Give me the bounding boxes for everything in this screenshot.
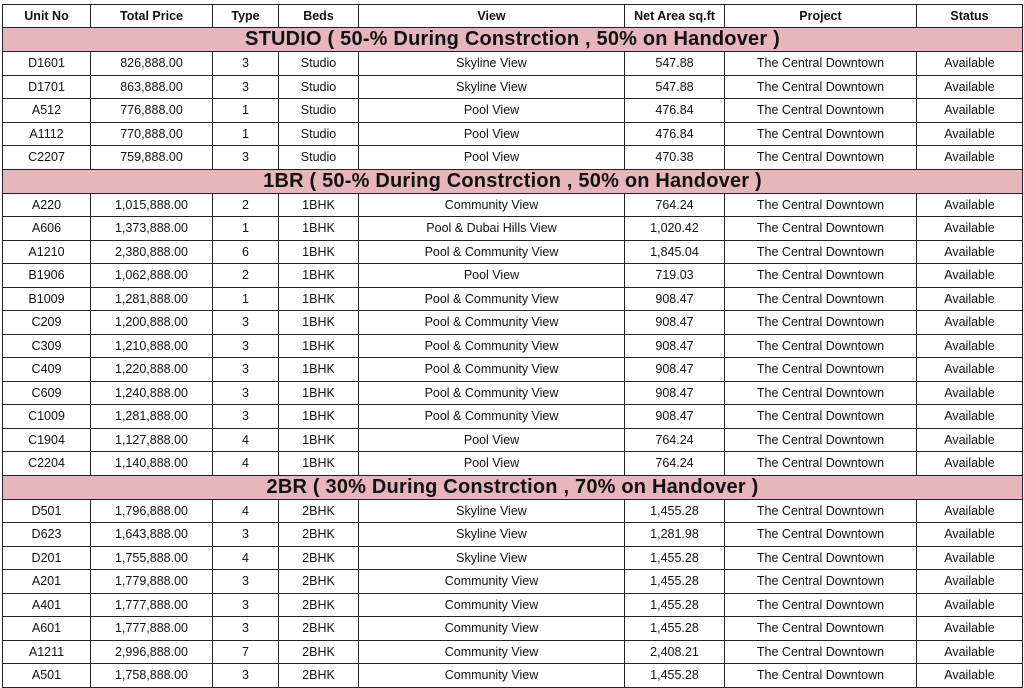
table-row	[3, 452, 1023, 476]
beds-cell: 1BHK	[279, 264, 359, 288]
type-cell: 3	[213, 405, 279, 429]
header-net-area: Net Area sq.ft	[625, 5, 725, 28]
beds-cell: Studio	[279, 122, 359, 146]
net-area-cell: 547.88	[625, 52, 725, 76]
project-cell: The Central Downtown	[725, 428, 917, 452]
section-title: STUDIO ( 50-% During Constrction , 50% on Handover )	[3, 28, 1023, 52]
beds-cell: 1BHK	[279, 358, 359, 382]
unit-no-cell: D1601	[3, 52, 91, 76]
beds-cell: 1BHK	[279, 193, 359, 217]
project-cell: The Central Downtown	[725, 617, 917, 641]
status-cell: Available	[917, 287, 1023, 311]
unit-no-cell: C209	[3, 311, 91, 335]
view-cell: Community View	[359, 570, 625, 594]
view-cell: Pool View	[359, 146, 625, 170]
unit-no-cell: A220	[3, 193, 91, 217]
net-area-cell: 2,408.21	[625, 640, 725, 664]
project-cell: The Central Downtown	[725, 405, 917, 429]
header-total-price: Total Price	[91, 5, 213, 28]
table-row	[3, 193, 1023, 217]
status-cell: Available	[917, 405, 1023, 429]
table-row	[3, 570, 1023, 594]
project-cell: The Central Downtown	[725, 287, 917, 311]
net-area-cell: 908.47	[625, 381, 725, 405]
type-cell: 3	[213, 52, 279, 76]
view-cell: Skyline View	[359, 52, 625, 76]
type-cell: 3	[213, 570, 279, 594]
project-cell: The Central Downtown	[725, 358, 917, 382]
view-cell: Skyline View	[359, 523, 625, 547]
net-area-cell: 908.47	[625, 405, 725, 429]
type-cell: 6	[213, 240, 279, 264]
table-row	[3, 381, 1023, 405]
beds-cell: Studio	[279, 146, 359, 170]
total-price-cell: 863,888.00	[91, 75, 213, 99]
status-cell: Available	[917, 523, 1023, 547]
total-price-cell: 1,140,888.00	[91, 452, 213, 476]
table-row	[3, 499, 1023, 523]
beds-cell: 1BHK	[279, 287, 359, 311]
view-cell: Pool View	[359, 264, 625, 288]
net-area-cell: 908.47	[625, 358, 725, 382]
unit-no-cell: A401	[3, 593, 91, 617]
view-cell: Pool & Community View	[359, 311, 625, 335]
net-area-cell: 1,455.28	[625, 499, 725, 523]
project-cell: The Central Downtown	[725, 664, 917, 688]
type-cell: 3	[213, 617, 279, 641]
project-cell: The Central Downtown	[725, 122, 917, 146]
view-cell: Pool & Community View	[359, 240, 625, 264]
project-cell: The Central Downtown	[725, 523, 917, 547]
unit-no-cell: D623	[3, 523, 91, 547]
project-cell: The Central Downtown	[725, 640, 917, 664]
total-price-cell: 1,220,888.00	[91, 358, 213, 382]
project-cell: The Central Downtown	[725, 499, 917, 523]
table-body	[3, 28, 1023, 688]
unit-no-cell: C609	[3, 381, 91, 405]
view-cell: Pool & Community View	[359, 287, 625, 311]
status-cell: Available	[917, 452, 1023, 476]
net-area-cell: 1,455.28	[625, 570, 725, 594]
unit-no-cell: A606	[3, 217, 91, 241]
beds-cell: 2BHK	[279, 523, 359, 547]
project-cell: The Central Downtown	[725, 75, 917, 99]
table-row	[3, 287, 1023, 311]
type-cell: 1	[213, 122, 279, 146]
beds-cell: 2BHK	[279, 499, 359, 523]
total-price-cell: 759,888.00	[91, 146, 213, 170]
unit-no-cell: C2207	[3, 146, 91, 170]
table-row	[3, 428, 1023, 452]
total-price-cell: 1,796,888.00	[91, 499, 213, 523]
unit-no-cell: D201	[3, 546, 91, 570]
view-cell: Community View	[359, 593, 625, 617]
section-band	[3, 169, 1023, 193]
total-price-cell: 2,996,888.00	[91, 640, 213, 664]
total-price-cell: 1,062,888.00	[91, 264, 213, 288]
net-area-cell: 719.03	[625, 264, 725, 288]
total-price-cell: 776,888.00	[91, 99, 213, 123]
view-cell: Community View	[359, 193, 625, 217]
table-row	[3, 99, 1023, 123]
status-cell: Available	[917, 358, 1023, 382]
unit-no-cell: A512	[3, 99, 91, 123]
unit-no-cell: A201	[3, 570, 91, 594]
status-cell: Available	[917, 381, 1023, 405]
table-row	[3, 640, 1023, 664]
unit-no-cell: A1112	[3, 122, 91, 146]
type-cell: 3	[213, 523, 279, 547]
beds-cell: Studio	[279, 75, 359, 99]
net-area-cell: 476.84	[625, 99, 725, 123]
status-cell: Available	[917, 617, 1023, 641]
total-price-cell: 1,373,888.00	[91, 217, 213, 241]
project-cell: The Central Downtown	[725, 334, 917, 358]
project-cell: The Central Downtown	[725, 146, 917, 170]
view-cell: Pool & Community View	[359, 358, 625, 382]
beds-cell: 2BHK	[279, 640, 359, 664]
view-cell: Skyline View	[359, 75, 625, 99]
type-cell: 3	[213, 664, 279, 688]
section-band	[3, 475, 1023, 499]
unit-no-cell: B1009	[3, 287, 91, 311]
type-cell: 3	[213, 593, 279, 617]
unit-no-cell: B1906	[3, 264, 91, 288]
total-price-cell: 1,755,888.00	[91, 546, 213, 570]
unit-no-cell: A1210	[3, 240, 91, 264]
project-cell: The Central Downtown	[725, 217, 917, 241]
net-area-cell: 1,845.04	[625, 240, 725, 264]
table-row	[3, 523, 1023, 547]
type-cell: 2	[213, 193, 279, 217]
status-cell: Available	[917, 264, 1023, 288]
table-row	[3, 217, 1023, 241]
project-cell: The Central Downtown	[725, 381, 917, 405]
beds-cell: 2BHK	[279, 593, 359, 617]
view-cell: Community View	[359, 664, 625, 688]
beds-cell: 1BHK	[279, 428, 359, 452]
unit-availability-table	[2, 4, 1023, 688]
status-cell: Available	[917, 428, 1023, 452]
unit-no-cell: D501	[3, 499, 91, 523]
net-area-cell: 1,020.42	[625, 217, 725, 241]
net-area-cell: 908.47	[625, 311, 725, 335]
table-row	[3, 664, 1023, 688]
unit-no-cell: C1009	[3, 405, 91, 429]
status-cell: Available	[917, 546, 1023, 570]
status-cell: Available	[917, 593, 1023, 617]
header-beds: Beds	[279, 5, 359, 28]
beds-cell: 2BHK	[279, 570, 359, 594]
net-area-cell: 470.38	[625, 146, 725, 170]
view-cell: Pool & Community View	[359, 334, 625, 358]
project-cell: The Central Downtown	[725, 570, 917, 594]
total-price-cell: 1,777,888.00	[91, 617, 213, 641]
total-price-cell: 826,888.00	[91, 52, 213, 76]
project-cell: The Central Downtown	[725, 311, 917, 335]
status-cell: Available	[917, 99, 1023, 123]
status-cell: Available	[917, 217, 1023, 241]
beds-cell: 2BHK	[279, 617, 359, 641]
net-area-cell: 908.47	[625, 334, 725, 358]
net-area-cell: 476.84	[625, 122, 725, 146]
section-band	[3, 28, 1023, 52]
table-row	[3, 546, 1023, 570]
project-cell: The Central Downtown	[725, 193, 917, 217]
net-area-cell: 1,455.28	[625, 546, 725, 570]
view-cell: Pool & Community View	[359, 381, 625, 405]
table-row	[3, 358, 1023, 382]
project-cell: The Central Downtown	[725, 240, 917, 264]
beds-cell: 1BHK	[279, 311, 359, 335]
table-row	[3, 52, 1023, 76]
header-type: Type	[213, 5, 279, 28]
table-row	[3, 405, 1023, 429]
unit-no-cell: C409	[3, 358, 91, 382]
total-price-cell: 1,200,888.00	[91, 311, 213, 335]
project-cell: The Central Downtown	[725, 99, 917, 123]
net-area-cell: 1,281.98	[625, 523, 725, 547]
type-cell: 3	[213, 311, 279, 335]
beds-cell: 1BHK	[279, 334, 359, 358]
net-area-cell: 764.24	[625, 193, 725, 217]
net-area-cell: 1,455.28	[625, 593, 725, 617]
beds-cell: Studio	[279, 99, 359, 123]
header-status: Status	[917, 5, 1023, 28]
table-row	[3, 617, 1023, 641]
beds-cell: Studio	[279, 52, 359, 76]
table-row	[3, 146, 1023, 170]
total-price-cell: 1,127,888.00	[91, 428, 213, 452]
beds-cell: 2BHK	[279, 546, 359, 570]
total-price-cell: 1,643,888.00	[91, 523, 213, 547]
total-price-cell: 1,281,888.00	[91, 405, 213, 429]
net-area-cell: 908.47	[625, 287, 725, 311]
type-cell: 3	[213, 358, 279, 382]
total-price-cell: 1,015,888.00	[91, 193, 213, 217]
beds-cell: 1BHK	[279, 452, 359, 476]
view-cell: Community View	[359, 640, 625, 664]
type-cell: 4	[213, 546, 279, 570]
view-cell: Pool & Community View	[359, 405, 625, 429]
net-area-cell: 1,455.28	[625, 617, 725, 641]
type-cell: 4	[213, 452, 279, 476]
beds-cell: 1BHK	[279, 240, 359, 264]
unit-no-cell: C2204	[3, 452, 91, 476]
project-cell: The Central Downtown	[725, 452, 917, 476]
status-cell: Available	[917, 499, 1023, 523]
status-cell: Available	[917, 75, 1023, 99]
status-cell: Available	[917, 664, 1023, 688]
section-title: 1BR ( 50-% During Constrction , 50% on Handover )	[3, 169, 1023, 193]
project-cell: The Central Downtown	[725, 52, 917, 76]
status-cell: Available	[917, 640, 1023, 664]
unit-no-cell: C1904	[3, 428, 91, 452]
total-price-cell: 1,777,888.00	[91, 593, 213, 617]
project-cell: The Central Downtown	[725, 546, 917, 570]
status-cell: Available	[917, 193, 1023, 217]
unit-no-cell: A1211	[3, 640, 91, 664]
table-row	[3, 122, 1023, 146]
status-cell: Available	[917, 334, 1023, 358]
status-cell: Available	[917, 146, 1023, 170]
table-header-row	[3, 5, 1023, 28]
type-cell: 1	[213, 99, 279, 123]
header-project: Project	[725, 5, 917, 28]
beds-cell: 2BHK	[279, 664, 359, 688]
unit-no-cell: D1701	[3, 75, 91, 99]
project-cell: The Central Downtown	[725, 593, 917, 617]
total-price-cell: 1,758,888.00	[91, 664, 213, 688]
unit-no-cell: A601	[3, 617, 91, 641]
type-cell: 1	[213, 217, 279, 241]
project-cell: The Central Downtown	[725, 264, 917, 288]
type-cell: 7	[213, 640, 279, 664]
type-cell: 4	[213, 499, 279, 523]
total-price-cell: 1,210,888.00	[91, 334, 213, 358]
view-cell: Pool View	[359, 99, 625, 123]
net-area-cell: 764.24	[625, 428, 725, 452]
view-cell: Skyline View	[359, 546, 625, 570]
type-cell: 3	[213, 75, 279, 99]
view-cell: Pool View	[359, 122, 625, 146]
view-cell: Skyline View	[359, 499, 625, 523]
beds-cell: 1BHK	[279, 381, 359, 405]
total-price-cell: 1,779,888.00	[91, 570, 213, 594]
unit-no-cell: A501	[3, 664, 91, 688]
unit-no-cell: C309	[3, 334, 91, 358]
net-area-cell: 547.88	[625, 75, 725, 99]
header-view: View	[359, 5, 625, 28]
view-cell: Pool & Dubai Hills View	[359, 217, 625, 241]
total-price-cell: 770,888.00	[91, 122, 213, 146]
status-cell: Available	[917, 122, 1023, 146]
table-row	[3, 75, 1023, 99]
total-price-cell: 1,240,888.00	[91, 381, 213, 405]
header-unit-no: Unit No	[3, 5, 91, 28]
type-cell: 1	[213, 287, 279, 311]
table-row	[3, 264, 1023, 288]
type-cell: 3	[213, 334, 279, 358]
table-row	[3, 240, 1023, 264]
table-row	[3, 311, 1023, 335]
table-row	[3, 334, 1023, 358]
view-cell: Pool View	[359, 452, 625, 476]
beds-cell: 1BHK	[279, 405, 359, 429]
type-cell: 3	[213, 381, 279, 405]
type-cell: 4	[213, 428, 279, 452]
status-cell: Available	[917, 570, 1023, 594]
type-cell: 2	[213, 264, 279, 288]
type-cell: 3	[213, 146, 279, 170]
table-row	[3, 593, 1023, 617]
beds-cell: 1BHK	[279, 217, 359, 241]
net-area-cell: 1,455.28	[625, 664, 725, 688]
status-cell: Available	[917, 311, 1023, 335]
status-cell: Available	[917, 52, 1023, 76]
total-price-cell: 1,281,888.00	[91, 287, 213, 311]
view-cell: Pool View	[359, 428, 625, 452]
view-cell: Community View	[359, 617, 625, 641]
section-title: 2BR ( 30% During Constrction , 70% on Handover )	[3, 475, 1023, 499]
net-area-cell: 764.24	[625, 452, 725, 476]
total-price-cell: 2,380,888.00	[91, 240, 213, 264]
status-cell: Available	[917, 240, 1023, 264]
